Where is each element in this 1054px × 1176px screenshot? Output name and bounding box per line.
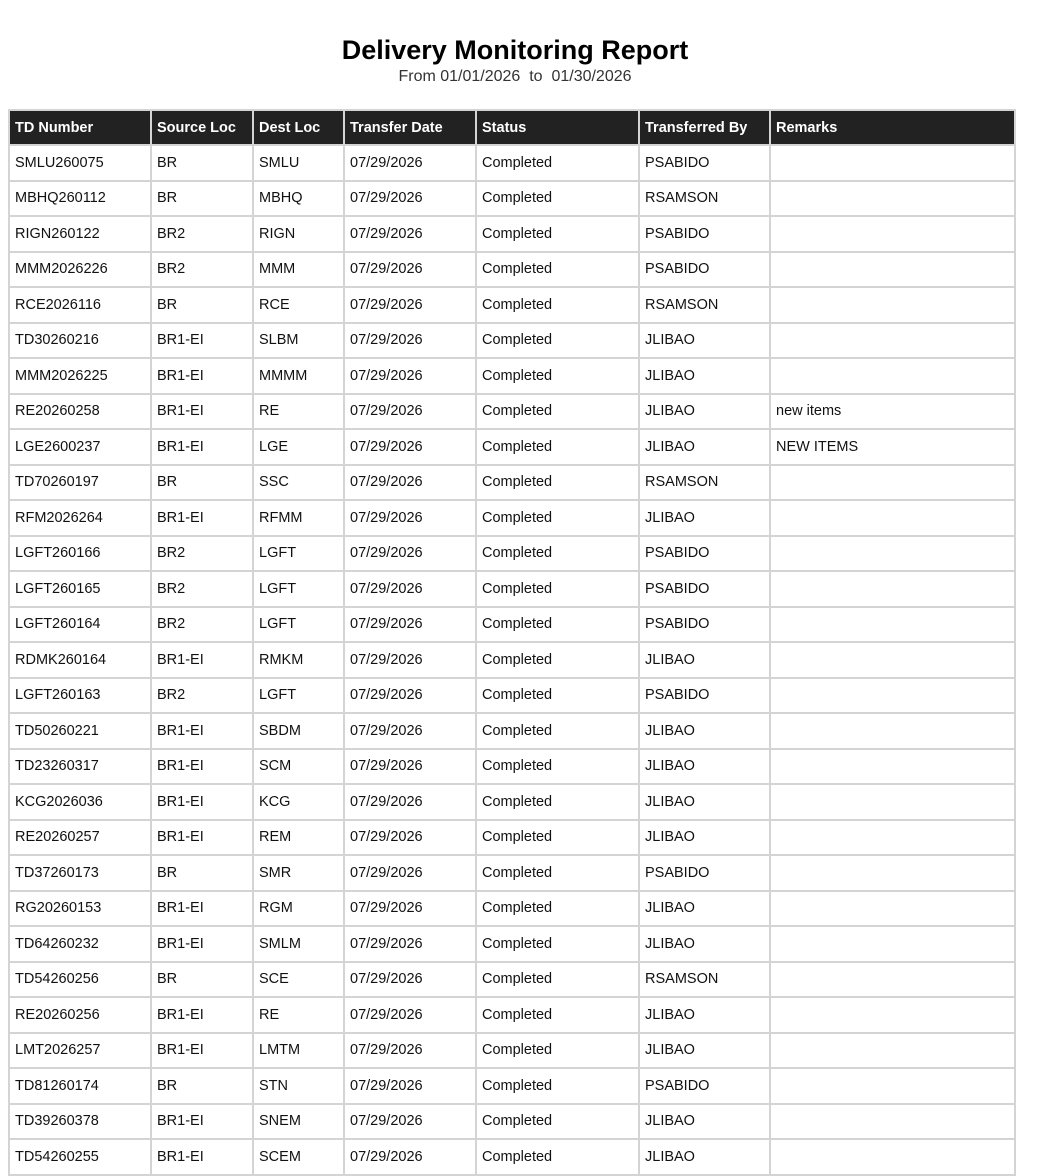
cell-td-number: RCE2026116 [9,287,151,323]
cell-transferred-by: JLIBAO [639,820,770,856]
cell-transferred-by: PSABIDO [639,855,770,891]
cell-source-loc: BR2 [151,607,253,643]
cell-transferred-by: PSABIDO [639,252,770,288]
cell-dest-loc: SMLU [253,145,344,181]
cell-status: Completed [476,536,639,572]
cell-status: Completed [476,1033,639,1069]
cell-transferred-by: JLIBAO [639,394,770,430]
cell-transferred-by: RSAMSON [639,465,770,501]
cell-transferred-by: JLIBAO [639,1033,770,1069]
cell-dest-loc: RE [253,997,344,1033]
cell-td-number: LGE2600237 [9,429,151,465]
cell-transfer-date: 07/29/2026 [344,216,476,252]
cell-dest-loc: SMR [253,855,344,891]
cell-remarks [770,820,1015,856]
cell-transferred-by: PSABIDO [639,536,770,572]
cell-status: Completed [476,820,639,856]
cell-dest-loc: SLBM [253,323,344,359]
cell-transfer-date: 07/29/2026 [344,181,476,217]
cell-transferred-by: JLIBAO [639,749,770,785]
report-date-range: From 01/01/2026 to 01/30/2026 [398,68,632,85]
cell-status: Completed [476,713,639,749]
table-row [9,465,1015,501]
cell-transfer-date: 07/29/2026 [344,252,476,288]
cell-source-loc: BR2 [151,536,253,572]
cell-transfer-date: 07/29/2026 [344,784,476,820]
table-row [9,713,1015,749]
cell-td-number: TD30260216 [9,323,151,359]
table-row [9,536,1015,572]
table-row [9,1104,1015,1140]
cell-remarks [770,962,1015,998]
cell-dest-loc: SCM [253,749,344,785]
cell-status: Completed [476,962,639,998]
cell-remarks [770,1139,1015,1175]
cell-transferred-by: PSABIDO [639,216,770,252]
table-row [9,394,1015,430]
cell-source-loc: BR [151,962,253,998]
cell-td-number: TD54260255 [9,1139,151,1175]
cell-status: Completed [476,571,639,607]
cell-transfer-date: 07/29/2026 [344,1139,476,1175]
delivery-table [8,109,1016,1176]
cell-source-loc: BR1-EI [151,358,253,394]
cell-dest-loc: LMTM [253,1033,344,1069]
cell-td-number: RE20260257 [9,820,151,856]
cell-remarks: new items [770,394,1015,430]
cell-td-number: RDMK260164 [9,642,151,678]
cell-dest-loc: RFMM [253,500,344,536]
cell-status: Completed [476,997,639,1033]
cell-td-number: MMM2026226 [9,252,151,288]
cell-transferred-by: PSABIDO [639,607,770,643]
cell-transfer-date: 07/29/2026 [344,536,476,572]
cell-status: Completed [476,1139,639,1175]
cell-source-loc: BR1-EI [151,500,253,536]
cell-td-number: TD54260256 [9,962,151,998]
cell-remarks [770,536,1015,572]
cell-transferred-by: PSABIDO [639,571,770,607]
cell-source-loc: BR [151,181,253,217]
column-header-source-loc: Source Loc [151,110,253,145]
cell-status: Completed [476,926,639,962]
cell-td-number: LGFT260163 [9,678,151,714]
cell-status: Completed [476,1068,639,1104]
table-row [9,571,1015,607]
cell-transferred-by: RSAMSON [639,287,770,323]
cell-source-loc: BR1-EI [151,1139,253,1175]
cell-transfer-date: 07/29/2026 [344,394,476,430]
table-row [9,358,1015,394]
cell-source-loc: BR1-EI [151,1104,253,1140]
cell-remarks [770,252,1015,288]
table-header [9,110,1015,145]
table-row [9,323,1015,359]
cell-transfer-date: 07/29/2026 [344,358,476,394]
cell-remarks [770,642,1015,678]
table-row [9,252,1015,288]
cell-td-number: MBHQ260112 [9,181,151,217]
cell-status: Completed [476,1104,639,1140]
table-row [9,642,1015,678]
table-row [9,784,1015,820]
cell-transfer-date: 07/29/2026 [344,1068,476,1104]
cell-td-number: LGFT260164 [9,607,151,643]
table-row [9,429,1015,465]
cell-status: Completed [476,855,639,891]
cell-status: Completed [476,287,639,323]
cell-td-number: LGFT260165 [9,571,151,607]
cell-dest-loc: RIGN [253,216,344,252]
cell-transfer-date: 07/29/2026 [344,1104,476,1140]
cell-status: Completed [476,678,639,714]
cell-source-loc: BR1-EI [151,713,253,749]
cell-transfer-date: 07/29/2026 [344,500,476,536]
cell-dest-loc: RE [253,394,344,430]
cell-remarks [770,678,1015,714]
cell-remarks [770,713,1015,749]
cell-transfer-date: 07/29/2026 [344,1033,476,1069]
cell-dest-loc: RGM [253,891,344,927]
cell-transfer-date: 07/29/2026 [344,323,476,359]
cell-transferred-by: JLIBAO [639,429,770,465]
table-row [9,855,1015,891]
cell-dest-loc: SBDM [253,713,344,749]
cell-transfer-date: 07/29/2026 [344,678,476,714]
cell-status: Completed [476,323,639,359]
cell-dest-loc: SMLM [253,926,344,962]
cell-td-number: LGFT260166 [9,536,151,572]
cell-transfer-date: 07/29/2026 [344,145,476,181]
cell-source-loc: BR1-EI [151,1033,253,1069]
cell-transferred-by: JLIBAO [639,323,770,359]
cell-source-loc: BR1-EI [151,429,253,465]
cell-transfer-date: 07/29/2026 [344,926,476,962]
table-row [9,500,1015,536]
cell-source-loc: BR2 [151,571,253,607]
cell-transfer-date: 07/29/2026 [344,713,476,749]
cell-remarks [770,855,1015,891]
cell-dest-loc: SCEM [253,1139,344,1175]
cell-transferred-by: PSABIDO [639,678,770,714]
column-header-transfer-date: Transfer Date [344,110,476,145]
table-body [9,145,1015,1175]
cell-source-loc: BR2 [151,216,253,252]
cell-dest-loc: SCE [253,962,344,998]
cell-status: Completed [476,607,639,643]
table-row [9,962,1015,998]
cell-td-number: TD39260378 [9,1104,151,1140]
cell-status: Completed [476,252,639,288]
cell-remarks [770,997,1015,1033]
cell-td-number: LMT2026257 [9,1033,151,1069]
cell-transferred-by: JLIBAO [639,891,770,927]
cell-dest-loc: REM [253,820,344,856]
cell-source-loc: BR2 [151,252,253,288]
cell-remarks [770,465,1015,501]
cell-transfer-date: 07/29/2026 [344,855,476,891]
cell-transferred-by: JLIBAO [639,713,770,749]
cell-td-number: RFM2026264 [9,500,151,536]
cell-transfer-date: 07/29/2026 [344,997,476,1033]
table-row [9,678,1015,714]
cell-dest-loc: LGFT [253,571,344,607]
cell-status: Completed [476,784,639,820]
cell-status: Completed [476,500,639,536]
cell-remarks [770,145,1015,181]
cell-remarks [770,784,1015,820]
table-row [9,145,1015,181]
cell-status: Completed [476,358,639,394]
cell-source-loc: BR1-EI [151,997,253,1033]
table-row [9,891,1015,927]
cell-td-number: MMM2026225 [9,358,151,394]
cell-td-number: RE20260258 [9,394,151,430]
cell-transferred-by: JLIBAO [639,784,770,820]
cell-remarks [770,323,1015,359]
cell-td-number: RG20260153 [9,891,151,927]
cell-transfer-date: 07/29/2026 [344,962,476,998]
cell-td-number: KCG2026036 [9,784,151,820]
table-row [9,926,1015,962]
cell-remarks [770,358,1015,394]
cell-remarks [770,287,1015,323]
cell-remarks [770,607,1015,643]
cell-status: Completed [476,145,639,181]
cell-source-loc: BR [151,855,253,891]
cell-transferred-by: PSABIDO [639,145,770,181]
cell-remarks [770,1033,1015,1069]
cell-source-loc: BR1-EI [151,642,253,678]
cell-transfer-date: 07/29/2026 [344,642,476,678]
cell-dest-loc: LGFT [253,607,344,643]
cell-source-loc: BR2 [151,678,253,714]
cell-dest-loc: MMMM [253,358,344,394]
cell-dest-loc: SNEM [253,1104,344,1140]
cell-dest-loc: STN [253,1068,344,1104]
cell-transfer-date: 07/29/2026 [344,607,476,643]
cell-remarks: NEW ITEMS [770,429,1015,465]
table-row [9,1068,1015,1104]
cell-dest-loc: KCG [253,784,344,820]
cell-transfer-date: 07/29/2026 [344,820,476,856]
table-row [9,997,1015,1033]
column-header-transferred-by: Transferred By [639,110,770,145]
column-header-td-number: TD Number [9,110,151,145]
cell-status: Completed [476,465,639,501]
cell-td-number: TD37260173 [9,855,151,891]
cell-transfer-date: 07/29/2026 [344,571,476,607]
cell-source-loc: BR1-EI [151,323,253,359]
cell-transfer-date: 07/29/2026 [344,429,476,465]
cell-td-number: TD23260317 [9,749,151,785]
cell-status: Completed [476,429,639,465]
cell-transferred-by: JLIBAO [639,358,770,394]
cell-source-loc: BR [151,287,253,323]
header-row [9,110,1015,145]
cell-transferred-by: JLIBAO [639,997,770,1033]
table-row [9,181,1015,217]
cell-remarks [770,1068,1015,1104]
cell-source-loc: BR [151,145,253,181]
cell-transferred-by: JLIBAO [639,500,770,536]
column-header-dest-loc: Dest Loc [253,110,344,145]
cell-remarks [770,891,1015,927]
cell-status: Completed [476,891,639,927]
report-header [0,34,1030,87]
cell-remarks [770,500,1015,536]
cell-status: Completed [476,216,639,252]
report-title: Delivery Monitoring Report [341,35,689,65]
cell-transferred-by: JLIBAO [639,642,770,678]
cell-status: Completed [476,394,639,430]
table-row [9,1139,1015,1175]
cell-transferred-by: RSAMSON [639,181,770,217]
cell-source-loc: BR [151,1068,253,1104]
cell-dest-loc: LGFT [253,678,344,714]
cell-td-number: SMLU260075 [9,145,151,181]
cell-transferred-by: PSABIDO [639,1068,770,1104]
cell-dest-loc: RMKM [253,642,344,678]
table-row [9,216,1015,252]
cell-transferred-by: RSAMSON [639,962,770,998]
cell-source-loc: BR1-EI [151,891,253,927]
cell-transferred-by: JLIBAO [639,1139,770,1175]
cell-transferred-by: JLIBAO [639,1104,770,1140]
cell-transfer-date: 07/29/2026 [344,891,476,927]
column-header-remarks: Remarks [770,110,1015,145]
cell-transferred-by: JLIBAO [639,926,770,962]
cell-transfer-date: 07/29/2026 [344,465,476,501]
cell-remarks [770,571,1015,607]
cell-dest-loc: SSC [253,465,344,501]
cell-dest-loc: MMM [253,252,344,288]
cell-source-loc: BR1-EI [151,784,253,820]
cell-remarks [770,749,1015,785]
cell-td-number: TD64260232 [9,926,151,962]
table-row [9,287,1015,323]
table-row [9,1033,1015,1069]
cell-transfer-date: 07/29/2026 [344,287,476,323]
cell-remarks [770,1104,1015,1140]
cell-dest-loc: MBHQ [253,181,344,217]
cell-td-number: RE20260256 [9,997,151,1033]
cell-dest-loc: LGFT [253,536,344,572]
cell-remarks [770,216,1015,252]
cell-dest-loc: RCE [253,287,344,323]
cell-status: Completed [476,181,639,217]
cell-source-loc: BR [151,465,253,501]
column-header-status: Status [476,110,639,145]
cell-td-number: TD81260174 [9,1068,151,1104]
cell-td-number: TD50260221 [9,713,151,749]
cell-status: Completed [476,642,639,678]
cell-dest-loc: LGE [253,429,344,465]
cell-td-number: RIGN260122 [9,216,151,252]
cell-transfer-date: 07/29/2026 [344,749,476,785]
cell-source-loc: BR1-EI [151,749,253,785]
cell-source-loc: BR1-EI [151,394,253,430]
cell-source-loc: BR1-EI [151,926,253,962]
table-row [9,820,1015,856]
cell-remarks [770,926,1015,962]
table-row [9,749,1015,785]
table-row [9,607,1015,643]
cell-status: Completed [476,749,639,785]
cell-remarks [770,181,1015,217]
cell-td-number: TD70260197 [9,465,151,501]
cell-source-loc: BR1-EI [151,820,253,856]
